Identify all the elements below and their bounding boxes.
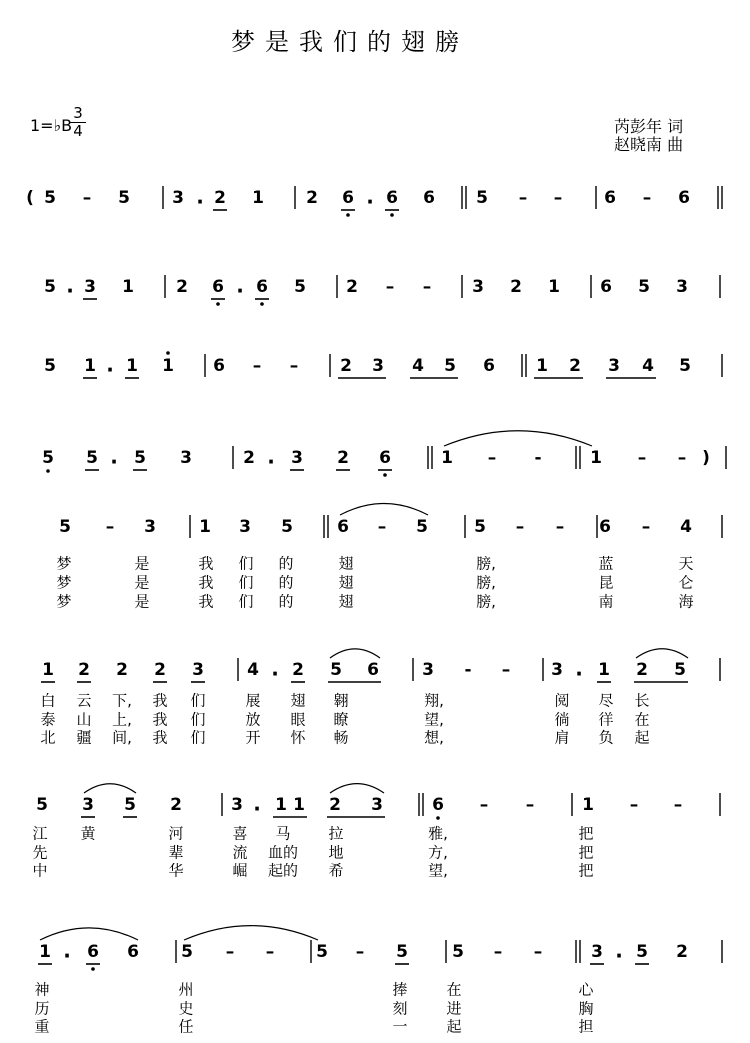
note: 2 (154, 660, 166, 680)
note: 6 (379, 448, 391, 468)
augmentation-dot: . (267, 444, 275, 469)
note: 1 (548, 277, 560, 297)
lyric-syllable: 翅 (338, 592, 354, 611)
note: 5 (416, 517, 428, 537)
note: 1 (39, 942, 51, 962)
augmentation-dot: . (575, 656, 583, 681)
lyric-syllable: 在 (634, 710, 650, 729)
low-octave-dot (216, 302, 220, 306)
dash: – (355, 942, 365, 962)
dash: – (673, 795, 683, 815)
note: 6 (604, 188, 616, 208)
lyric-syllable: 希 (328, 861, 344, 880)
dash: - (464, 660, 472, 680)
lyric-syllable: 负 (598, 728, 614, 747)
bracket: ( (26, 188, 34, 208)
note: 1 (84, 356, 96, 376)
lyric-syllable: 阅 (554, 691, 570, 710)
note: 3 (551, 660, 563, 680)
lyric-syllable: 怀 (290, 728, 306, 747)
lyric-syllable: 翔, (424, 691, 444, 710)
note: 3 (591, 942, 603, 962)
note: 5 (134, 448, 146, 468)
lyric-syllable: 梦 (56, 592, 72, 611)
note: 4 (680, 517, 692, 537)
note: 3 (192, 660, 204, 680)
lyric-syllable: 拉 (328, 824, 344, 843)
lyric-syllable: 开 (245, 728, 261, 747)
note: 2 (329, 795, 341, 815)
note: 3 (472, 277, 484, 297)
lyric-syllable: 黄 (80, 824, 96, 843)
note: 6 (483, 356, 495, 376)
lyric-syllable: 翱 (333, 691, 349, 710)
lyric-syllable: 翅 (338, 554, 354, 573)
lyric-syllable: 州 (178, 980, 194, 999)
note: 3 (372, 356, 384, 376)
note: 1 (441, 448, 453, 468)
note: 5 (118, 188, 130, 208)
note: 4 (412, 356, 424, 376)
note: 6 (432, 795, 444, 815)
note: 6 (212, 277, 224, 297)
lyric-syllable: 起的 (267, 861, 299, 880)
dash: – (487, 448, 497, 468)
note: 3 (144, 517, 156, 537)
note: 5 (294, 277, 306, 297)
lyric-syllable: 们 (190, 691, 206, 710)
note: 3 (172, 188, 184, 208)
note: 4 (642, 356, 654, 376)
lyric-syllable: 我 (198, 554, 214, 573)
lyric-syllable: 们 (238, 573, 254, 592)
note: 3 (676, 277, 688, 297)
meter-top: 3 (73, 104, 83, 122)
note: 2 (306, 188, 318, 208)
lyric-syllable: 把 (578, 861, 594, 880)
lyric-syllable: 蓝 (598, 554, 614, 573)
augmentation-dot: . (253, 791, 261, 816)
note: 6 (367, 660, 379, 680)
lyric-syllable: 是 (134, 592, 150, 611)
lyric-syllable: 昆 (598, 573, 614, 592)
slur (84, 784, 136, 793)
lyric-syllable: 流 (232, 843, 248, 862)
slur (184, 926, 318, 940)
slur (340, 504, 428, 516)
note: 6 (87, 942, 99, 962)
note: 2 (676, 942, 688, 962)
lyric-syllable: 捧 (392, 980, 408, 999)
note: 1 (122, 277, 134, 297)
note: 2 (176, 277, 188, 297)
note: 5 (86, 448, 98, 468)
lyric-syllable: 徜 (554, 710, 570, 729)
note: 3 (84, 277, 96, 297)
note: 5 (452, 942, 464, 962)
note: 6 (337, 517, 349, 537)
high-octave-dot (166, 351, 170, 355)
note: 1 (126, 356, 138, 376)
lyric-syllable: 是 (134, 573, 150, 592)
lyric-syllable: 地 (328, 843, 344, 862)
lyric-syllable: 起 (634, 728, 650, 747)
note: 5 (636, 942, 648, 962)
lyric-syllable: 心 (578, 980, 594, 999)
note: 5 (36, 795, 48, 815)
note: 5 (44, 277, 56, 297)
note: 1 (252, 188, 264, 208)
augmentation-dot: . (106, 352, 114, 377)
note: 2 (170, 795, 182, 815)
note: 1 (582, 795, 594, 815)
lyric-syllable: 的 (278, 592, 294, 611)
lyric-syllable: 望, (428, 861, 448, 880)
note: 5 (476, 188, 488, 208)
note: 1 (199, 517, 211, 537)
note: 6 (600, 277, 612, 297)
note: 5 (59, 517, 71, 537)
lyric-syllable: 历 (34, 999, 50, 1018)
lyric-syllable: 膀, (476, 592, 496, 611)
low-octave-dot (260, 302, 264, 306)
lyric-syllable: 尽 (598, 691, 614, 710)
note: 1 (42, 660, 54, 680)
meter-bottom: 4 (73, 122, 83, 140)
lyric-syllable: 展 (245, 691, 261, 710)
lyric-syllable: 重 (34, 1017, 50, 1036)
dash: – (501, 660, 511, 680)
lyric-syllable: 辈 (168, 843, 184, 862)
note: 6 (386, 188, 398, 208)
dash: – (555, 517, 565, 537)
lyric-syllable: 任 (178, 1017, 194, 1036)
lyric-syllable: 我 (152, 710, 168, 729)
lyric-syllable: 天 (678, 554, 694, 573)
lyric-syllable: 喜 (232, 824, 248, 843)
note: 2 (116, 660, 128, 680)
dash: – (422, 277, 432, 297)
note: 1 (293, 795, 305, 815)
augmentation-dot: . (63, 938, 71, 963)
lyric-syllable: 泰 (40, 710, 56, 729)
lyric-syllable: 上, (112, 710, 132, 729)
lyric-syllable: 的 (278, 554, 294, 573)
lyric-syllable: 北 (40, 728, 56, 747)
lyric-syllable: 在 (446, 980, 462, 999)
lyric-syllable: 们 (238, 554, 254, 573)
note: 6 (342, 188, 354, 208)
lyric-syllable: 方, (428, 843, 448, 862)
slur (330, 784, 384, 793)
lyric-syllable: 瞭 (333, 710, 349, 729)
note: 5 (474, 517, 486, 537)
lyric-syllable: 把 (578, 824, 594, 843)
lyric-syllable: 进 (446, 999, 462, 1018)
lyric-syllable: 史 (178, 999, 194, 1018)
augmentation-dot: . (196, 184, 204, 209)
lyric-syllable: 疆 (76, 728, 92, 747)
note: 3 (180, 448, 192, 468)
dash: – (533, 942, 543, 962)
lyric-syllable: 膀, (476, 573, 496, 592)
slur (40, 928, 138, 940)
note: 6 (423, 188, 435, 208)
dash: – (265, 942, 275, 962)
note: 6 (678, 188, 690, 208)
dash: – (225, 942, 235, 962)
dash: – (553, 188, 563, 208)
low-octave-dot (91, 967, 95, 971)
note: 3 (422, 660, 434, 680)
note: 6 (256, 277, 268, 297)
lyric-syllable: 想, (424, 728, 444, 747)
dash: – (289, 356, 299, 376)
lyric-syllable: 把 (578, 843, 594, 862)
lyric-syllable: 白 (40, 691, 56, 710)
dash: – (515, 517, 525, 537)
note: 4 (247, 660, 259, 680)
note: 2 (636, 660, 648, 680)
lyric-syllable: 的 (278, 573, 294, 592)
note: 3 (82, 795, 94, 815)
dash: – (677, 448, 687, 468)
dash: – (493, 942, 503, 962)
key-signature: 1=♭B (30, 116, 73, 135)
lyric-syllable: 血的 (267, 843, 299, 862)
note: 2 (569, 356, 581, 376)
note: 3 (239, 517, 251, 537)
dash: – (105, 517, 115, 537)
note: 6 (127, 942, 139, 962)
slur (636, 649, 688, 658)
lyric-syllable: 马 (275, 824, 291, 843)
note: 2 (346, 277, 358, 297)
dash: – (377, 517, 387, 537)
lyric-syllable: 下, (112, 691, 132, 710)
note: 6 (213, 356, 225, 376)
note: 5 (44, 356, 56, 376)
lyric-syllable: 梦 (56, 573, 72, 592)
note: 5 (674, 660, 686, 680)
lyric-syllable: 河 (168, 824, 184, 843)
note: 3 (291, 448, 303, 468)
lyric-syllable: 我 (152, 728, 168, 747)
lyric-syllable: 海 (678, 592, 694, 611)
note: 5 (679, 356, 691, 376)
low-octave-dot (346, 213, 350, 217)
lyric-syllable: 望, (424, 710, 444, 729)
lyric-syllable: 翅 (338, 573, 354, 592)
song-title: 梦是我们的翅膀 (231, 28, 469, 56)
lyric-syllable: 先 (32, 843, 48, 862)
augmentation-dot: . (110, 444, 118, 469)
dash: – (82, 188, 92, 208)
low-octave-dot (436, 816, 440, 820)
lyric-syllable: 神 (34, 980, 50, 999)
note: 5 (181, 942, 193, 962)
lyric-syllable: 华 (168, 861, 184, 880)
composer-credit: 赵晓南 曲 (614, 135, 684, 154)
lyric-syllable: 我 (198, 592, 214, 611)
note: 1 (590, 448, 602, 468)
dash: – (642, 188, 652, 208)
lyric-syllable: 云 (76, 691, 92, 710)
lyric-syllable: 我 (198, 573, 214, 592)
lyric-syllable: 徉 (598, 710, 614, 729)
dash: – (629, 795, 639, 815)
lyric-syllable: 们 (190, 728, 206, 747)
note: 5 (316, 942, 328, 962)
lyric-syllable: 雅, (428, 824, 448, 843)
lyric-syllable: 南 (598, 592, 614, 611)
note: 6 (599, 517, 611, 537)
lyric-syllable: 我 (152, 691, 168, 710)
note: 1 (536, 356, 548, 376)
lyric-syllable: 是 (134, 554, 150, 573)
note: 5 (396, 942, 408, 962)
augmentation-dot: . (236, 273, 244, 298)
low-octave-dot (46, 469, 50, 473)
note: 5 (638, 277, 650, 297)
lyric-syllable: 起 (446, 1017, 462, 1036)
lyric-syllable: 仑 (678, 573, 694, 592)
note: 5 (44, 188, 56, 208)
lyric-syllable: 畅 (333, 728, 349, 747)
note: 2 (243, 448, 255, 468)
lyric-syllable: 担 (578, 1017, 594, 1036)
note: 2 (510, 277, 522, 297)
dash: – (252, 356, 262, 376)
lyric-syllable: 肩 (554, 728, 570, 747)
low-octave-dot (390, 213, 394, 217)
lyric-syllable: 一 (392, 1017, 408, 1036)
bracket: ) (702, 448, 710, 468)
note: 2 (337, 448, 349, 468)
note: 5 (124, 795, 136, 815)
note: 2 (214, 188, 226, 208)
lyric-syllable: 中 (32, 861, 48, 880)
dash: – (641, 517, 651, 537)
note: 3 (231, 795, 243, 815)
lyric-syllable: 们 (238, 592, 254, 611)
lyric-syllable: 膀, (476, 554, 496, 573)
lyric-syllable: 长 (634, 691, 650, 710)
dash: – (385, 277, 395, 297)
lyric-syllable: 梦 (56, 554, 72, 573)
note: 3 (371, 795, 383, 815)
dash: – (479, 795, 489, 815)
note: 5 (444, 356, 456, 376)
dash: – (518, 188, 528, 208)
lyric-syllable: 放 (245, 710, 261, 729)
lyric-syllable: 崛 (232, 861, 248, 880)
note: 1 (275, 795, 287, 815)
note: 3 (608, 356, 620, 376)
lyric-syllable: 眼 (290, 710, 306, 729)
note: 5 (42, 448, 54, 468)
dash: – (525, 795, 535, 815)
dash: - (534, 448, 542, 468)
lyric-syllable: 们 (190, 710, 206, 729)
lyricist-credit: 芮彭年 词 (614, 117, 684, 136)
note: 2 (292, 660, 304, 680)
note: 5 (281, 517, 293, 537)
lyric-syllable: 山 (76, 710, 92, 729)
slur (330, 649, 380, 658)
augmentation-dot: . (615, 938, 623, 963)
low-octave-dot (383, 473, 387, 477)
lyric-syllable: 胸 (578, 999, 594, 1018)
lyric-syllable: 江 (32, 824, 48, 843)
dash: – (637, 448, 647, 468)
lyric-syllable: 间, (112, 728, 132, 747)
note: 2 (78, 660, 90, 680)
augmentation-dot: . (66, 273, 74, 298)
lyric-syllable: 刻 (392, 999, 408, 1018)
note: 1 (598, 660, 610, 680)
note: 2 (340, 356, 352, 376)
augmentation-dot: . (271, 656, 279, 681)
note: 1 (162, 356, 174, 376)
augmentation-dot: . (366, 184, 374, 209)
note: 5 (330, 660, 342, 680)
lyric-syllable: 翅 (290, 691, 306, 710)
slur (444, 431, 592, 446)
